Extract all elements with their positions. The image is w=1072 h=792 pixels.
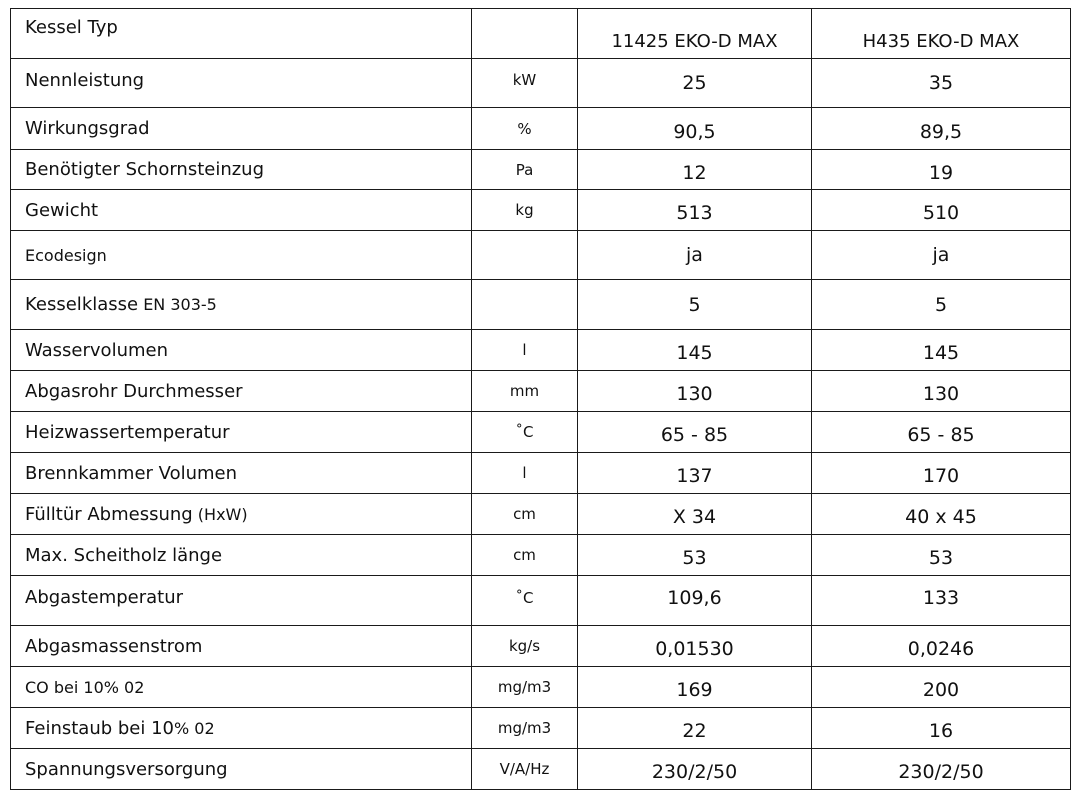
row-unit: [472, 280, 578, 330]
row-unit: l: [472, 330, 578, 371]
row-value-model-2: 0,0246: [812, 626, 1071, 667]
row-label: Ecodesign: [11, 231, 472, 280]
row-value-model-1: 12: [578, 150, 812, 190]
table-row: [11, 371, 1071, 412]
row-value-model-2: 200: [812, 667, 1071, 708]
row-unit: [472, 231, 578, 280]
row-value-model-1: 169: [578, 667, 812, 708]
row-value-model-1: 25: [578, 59, 812, 108]
row-unit: mm: [472, 371, 578, 412]
row-label: Benötigter Schornsteinzug: [11, 150, 472, 190]
row-value-model-2: 53: [812, 535, 1071, 576]
row-value-model-2: 89,5: [812, 108, 1071, 150]
row-label: Brennkammer Volumen: [11, 453, 472, 494]
row-unit: mg/m3: [472, 667, 578, 708]
row-unit: kW: [472, 59, 578, 108]
row-value-model-2: 40 x 45: [812, 494, 1071, 535]
row-value-model-1: 137: [578, 453, 812, 494]
row-value-model-2: 5: [812, 280, 1071, 330]
table-row: [11, 150, 1071, 190]
header-label: Kessel Typ: [11, 9, 472, 59]
row-value-model-1: 0,01530: [578, 626, 812, 667]
row-value-model-1: 513: [578, 190, 812, 231]
row-label: Wirkungsgrad: [11, 108, 472, 150]
table-header-row: [11, 9, 1071, 59]
row-value-model-2: 145: [812, 330, 1071, 371]
row-value-model-2: 130: [812, 371, 1071, 412]
table-row: [11, 190, 1071, 231]
row-value-model-1: 5: [578, 280, 812, 330]
row-label: Feinstaub bei 10% 02: [11, 708, 472, 749]
row-value-model-2: 16: [812, 708, 1071, 749]
header-model-1: 11425 EKO-D MAX: [578, 9, 812, 59]
row-value-model-2: 35: [812, 59, 1071, 108]
row-value-model-1: 90,5: [578, 108, 812, 150]
row-label: Wasservolumen: [11, 330, 472, 371]
table-row: [11, 108, 1071, 150]
header-model-2: H435 EKO-D MAX: [812, 9, 1071, 59]
row-value-model-1: X 34: [578, 494, 812, 535]
row-label: Abgasmassenstrom: [11, 626, 472, 667]
header-unit: [472, 9, 578, 59]
row-value-model-2: ja: [812, 231, 1071, 280]
table-row: [11, 59, 1071, 108]
row-value-model-1: 22: [578, 708, 812, 749]
row-value-model-1: 109,6: [578, 576, 812, 626]
table-row: [11, 626, 1071, 667]
row-value-model-1: 53: [578, 535, 812, 576]
table-row: [11, 330, 1071, 371]
row-value-model-2: 19: [812, 150, 1071, 190]
table-row: [11, 708, 1071, 749]
row-unit: V/A/Hz: [472, 749, 578, 790]
row-unit: kg: [472, 190, 578, 231]
table-row: [11, 412, 1071, 453]
row-unit: cm: [472, 494, 578, 535]
table-row: [11, 576, 1071, 626]
row-unit: ˚C: [472, 412, 578, 453]
row-value-model-2: 133: [812, 576, 1071, 626]
table-row: [11, 749, 1071, 790]
row-unit: cm: [472, 535, 578, 576]
row-unit: mg/m3: [472, 708, 578, 749]
row-label: CO bei 10% 02: [11, 667, 472, 708]
row-unit: Pa: [472, 150, 578, 190]
row-label: Heizwassertemperatur: [11, 412, 472, 453]
row-unit: l: [472, 453, 578, 494]
row-unit: ˚C: [472, 576, 578, 626]
row-unit: %: [472, 108, 578, 150]
row-label: Gewicht: [11, 190, 472, 231]
table-row: [11, 453, 1071, 494]
row-label: Nennleistung: [11, 59, 472, 108]
row-label: Kesselklasse EN 303-5: [11, 280, 472, 330]
table-row: [11, 280, 1071, 330]
row-value-model-1: 145: [578, 330, 812, 371]
table-row: [11, 494, 1071, 535]
table-row: [11, 535, 1071, 576]
row-value-model-2: 65 - 85: [812, 412, 1071, 453]
row-label: Abgasrohr Durchmesser: [11, 371, 472, 412]
boiler-spec-table: [10, 8, 1071, 790]
row-value-model-2: 230/2/50: [812, 749, 1071, 790]
row-label: Spannungsversorgung: [11, 749, 472, 790]
row-value-model-1: ja: [578, 231, 812, 280]
row-value-model-2: 170: [812, 453, 1071, 494]
row-value-model-1: 65 - 85: [578, 412, 812, 453]
row-value-model-1: 230/2/50: [578, 749, 812, 790]
table-row: [11, 231, 1071, 280]
row-label: Fülltür Abmessung (HxW): [11, 494, 472, 535]
row-label: Max. Scheitholz länge: [11, 535, 472, 576]
row-value-model-1: 130: [578, 371, 812, 412]
table-row: [11, 667, 1071, 708]
row-value-model-2: 510: [812, 190, 1071, 231]
row-unit: kg/s: [472, 626, 578, 667]
row-label: Abgastemperatur: [11, 576, 472, 626]
